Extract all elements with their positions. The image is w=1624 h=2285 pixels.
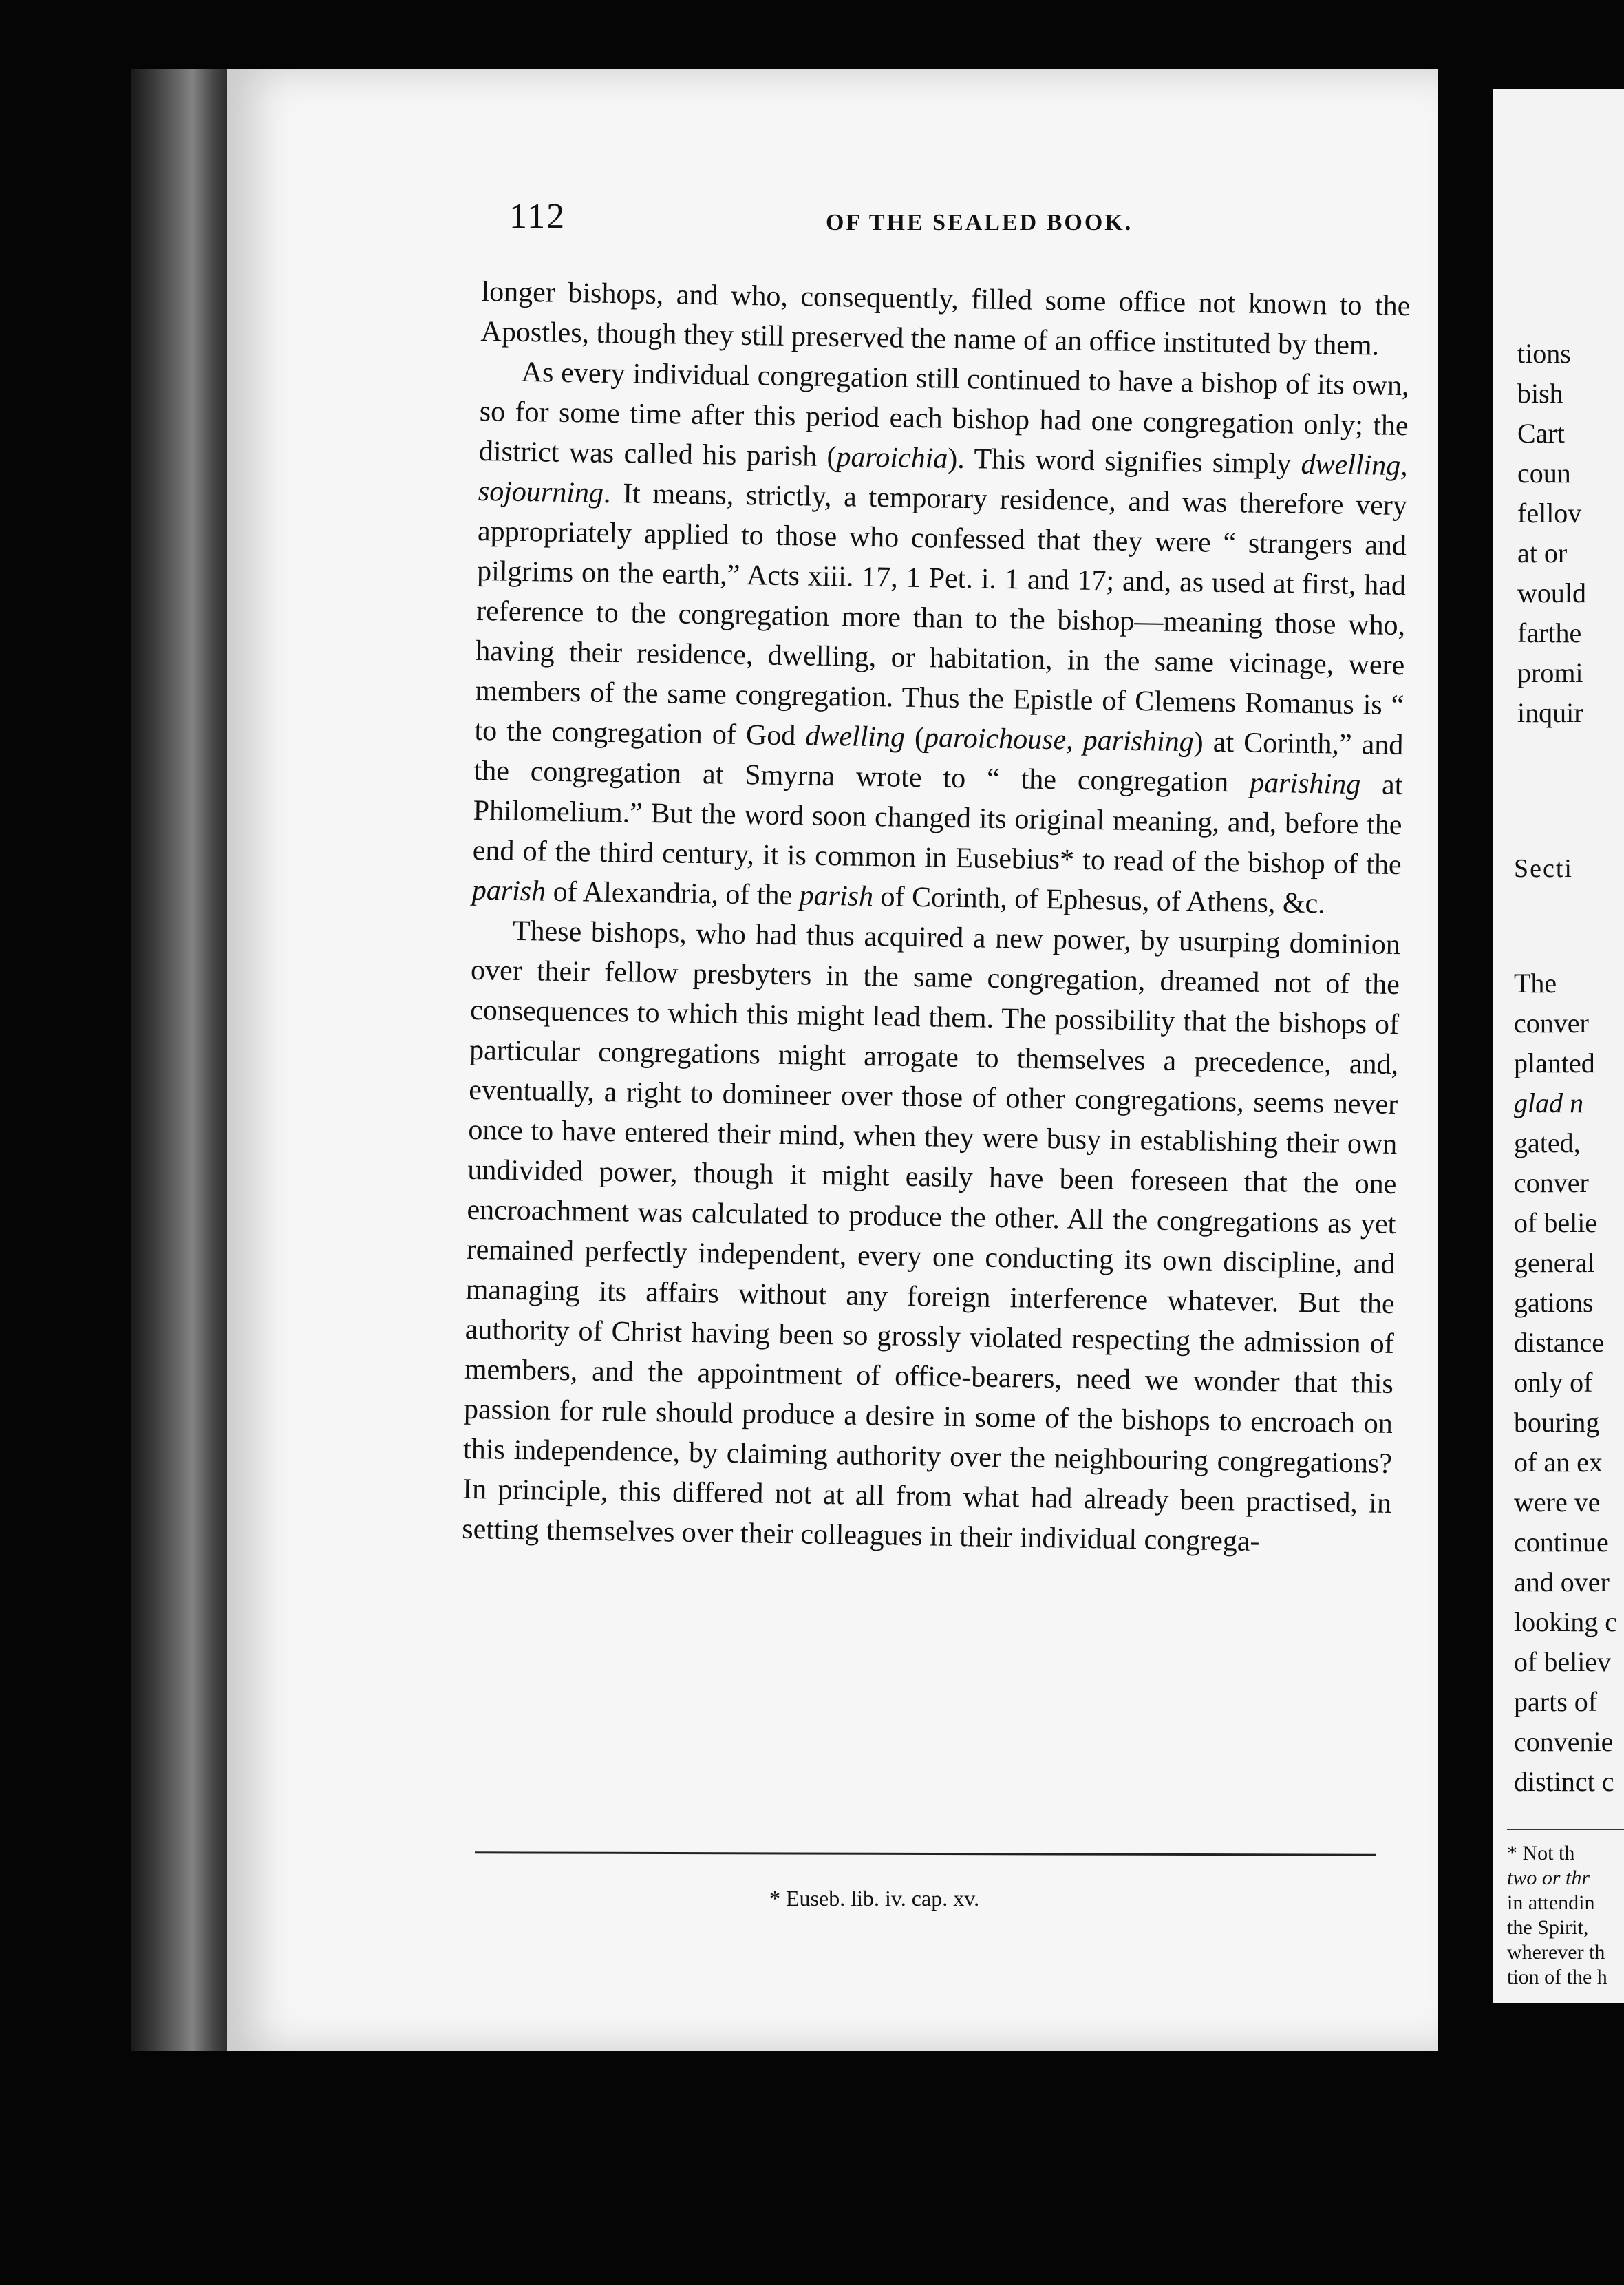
right-page-line: distinct c [1514, 1766, 1614, 1797]
page-number: 112 [509, 197, 566, 236]
right-page-footnote-line: tion of the h [1507, 1966, 1607, 1988]
text-run: ). This word signifies simply [948, 443, 1301, 480]
right-page-line: general [1514, 1247, 1595, 1278]
footnote: * Euseb. lib. iv. cap. xv. [769, 1886, 980, 1911]
page-header [509, 196, 1390, 251]
paragraph [471, 352, 1409, 925]
right-page-line: of belie [1514, 1207, 1598, 1238]
right-page-footnote-rule [1507, 1829, 1624, 1830]
book-spine [131, 69, 234, 2051]
italic-run: dwelling [805, 720, 906, 754]
right-page-line: conver [1514, 1008, 1589, 1039]
paragraph [462, 911, 1400, 1564]
right-page-line: gations [1514, 1287, 1594, 1318]
text-run: at Philomelium.” But the word soon changed its original meaning, and, before the end of the third century, it is common in Eusebius* to read of the bishop of the [472, 769, 1403, 882]
right-page-line: promi [1517, 657, 1583, 688]
italic-run: parish [471, 874, 546, 908]
right-page-line: gated, [1514, 1127, 1581, 1158]
body-text [462, 272, 1411, 1564]
right-page-line: distance [1514, 1327, 1605, 1358]
right-page-line: fellov [1517, 498, 1582, 529]
right-page-line: farthe [1517, 617, 1582, 648]
text-run: of Alexandria, of the [545, 875, 800, 912]
right-page-line: inquir [1517, 697, 1583, 728]
right-page-heading: Secti [1514, 854, 1573, 883]
right-page-line: Cart [1517, 418, 1565, 449]
right-page-footnote-line: two or thr [1507, 1867, 1590, 1889]
italic-run: parish [799, 880, 874, 913]
text-run: These bishops, who had thus acquired a new power, by usurping dominion over their fellow presbyters in the same congregation, dreamed not of the consequences to which this might lead them. The possibility that the bishops of particular congregations might arrogate to themselves a precedence, and, eventually, a right to domineer over those of other congregations, seems never once to have entered their mind, when they were busy in establishing their own undivided power, though it might easily have been foreseen that the one encroachment was calculated to produce the other. All the congregations as yet remained perfectly independent, every one conducting its own discipline, and managing its affairs without any foreign interference whatever. But the authority of Christ having been so grossly violated respecting the admission of members, and the appointment of office-bearers, need we wonder that this passion for rule should produce a desire in some of the bishops to encroach on this independence, by claiming authority over the neighbouring congregations? In principle, this differed not at all from what had already been practised, in setting themselves over their colleagues in their individual congrega- [461, 915, 1401, 1558]
italic-run: dwelling, sojourning [478, 448, 1409, 509]
right-page-line: and over [1514, 1566, 1610, 1597]
text-run: ) at Corinth,” and the congregation at Smyrna wrote to “ the congregation [473, 726, 1404, 799]
text-run: of Corinth, of Ephesus, of Athens, &c. [873, 881, 1326, 920]
italic-run: paroichia [836, 441, 948, 475]
right-page-line: of an ex [1514, 1447, 1603, 1478]
right-page-line: looking c [1514, 1606, 1617, 1637]
right-page-footnote-line: the Spirit, [1507, 1916, 1589, 1939]
right-page-line: The [1514, 968, 1557, 999]
right-page-line: only of [1514, 1367, 1593, 1398]
right-page-line: planted [1514, 1048, 1595, 1078]
running-title: OF THE SEALED BOOK. [826, 210, 1133, 235]
text-run: ( [904, 721, 925, 754]
right-page-footnote-line: wherever th [1507, 1941, 1605, 1964]
right-page-line: bish [1517, 378, 1563, 409]
right-page-line: continue [1514, 1527, 1609, 1558]
right-page-line: bouring [1514, 1407, 1600, 1438]
right-page-line: convenie [1514, 1726, 1614, 1757]
right-page-footnote-line: * Not th [1507, 1842, 1575, 1864]
paragraph [480, 272, 1411, 366]
right-page-line: were ve [1514, 1487, 1601, 1518]
right-page-line: tions [1517, 338, 1571, 369]
right-page-line: conver [1514, 1167, 1589, 1198]
right-page-footnote-line: in attendin [1507, 1891, 1595, 1914]
right-page-footnote [1507, 1841, 1607, 1990]
italic-run: paroichouse, parishing [923, 722, 1195, 758]
right-page-line: glad n [1514, 1087, 1584, 1118]
text-run: As every individual congregation still continued to have a bishop of its own, so for some time after this period each bishop had one congregation only; the district was called his parish ( [478, 356, 1409, 474]
right-page [1493, 89, 1624, 2003]
right-page-line: at or [1517, 538, 1568, 568]
right-page-line: of believ [1514, 1646, 1612, 1677]
text-run: . It means, strictly, a temporary residence, and was therefore very appropriately applied to those who confessed that they were “ strangers and pilgrims on the earth,” Acts xiii. 17, 1 Pet. i. 1 and 17; and, as used at first, had reference to the congregation more than to the bishop—meaning those who, having their residence, dwelling, or habitation, in the same vicinage, were members of the same congregation. Thus the Epistle of Clemens Romanus is “ to the congregation of God [474, 477, 1408, 752]
italic-run: parishing [1249, 767, 1361, 801]
right-page-line: parts of [1514, 1686, 1598, 1717]
text-run: longer bishops, and who, consequently, filled some office not known to the Apostles, though they still preserved the name of an office instituted by them. [480, 275, 1411, 362]
right-page-line: coun [1517, 458, 1571, 489]
right-page-line: would [1517, 577, 1586, 608]
right-page-lines-top [1517, 334, 1624, 733]
right-page-lines-main [1514, 964, 1617, 1802]
